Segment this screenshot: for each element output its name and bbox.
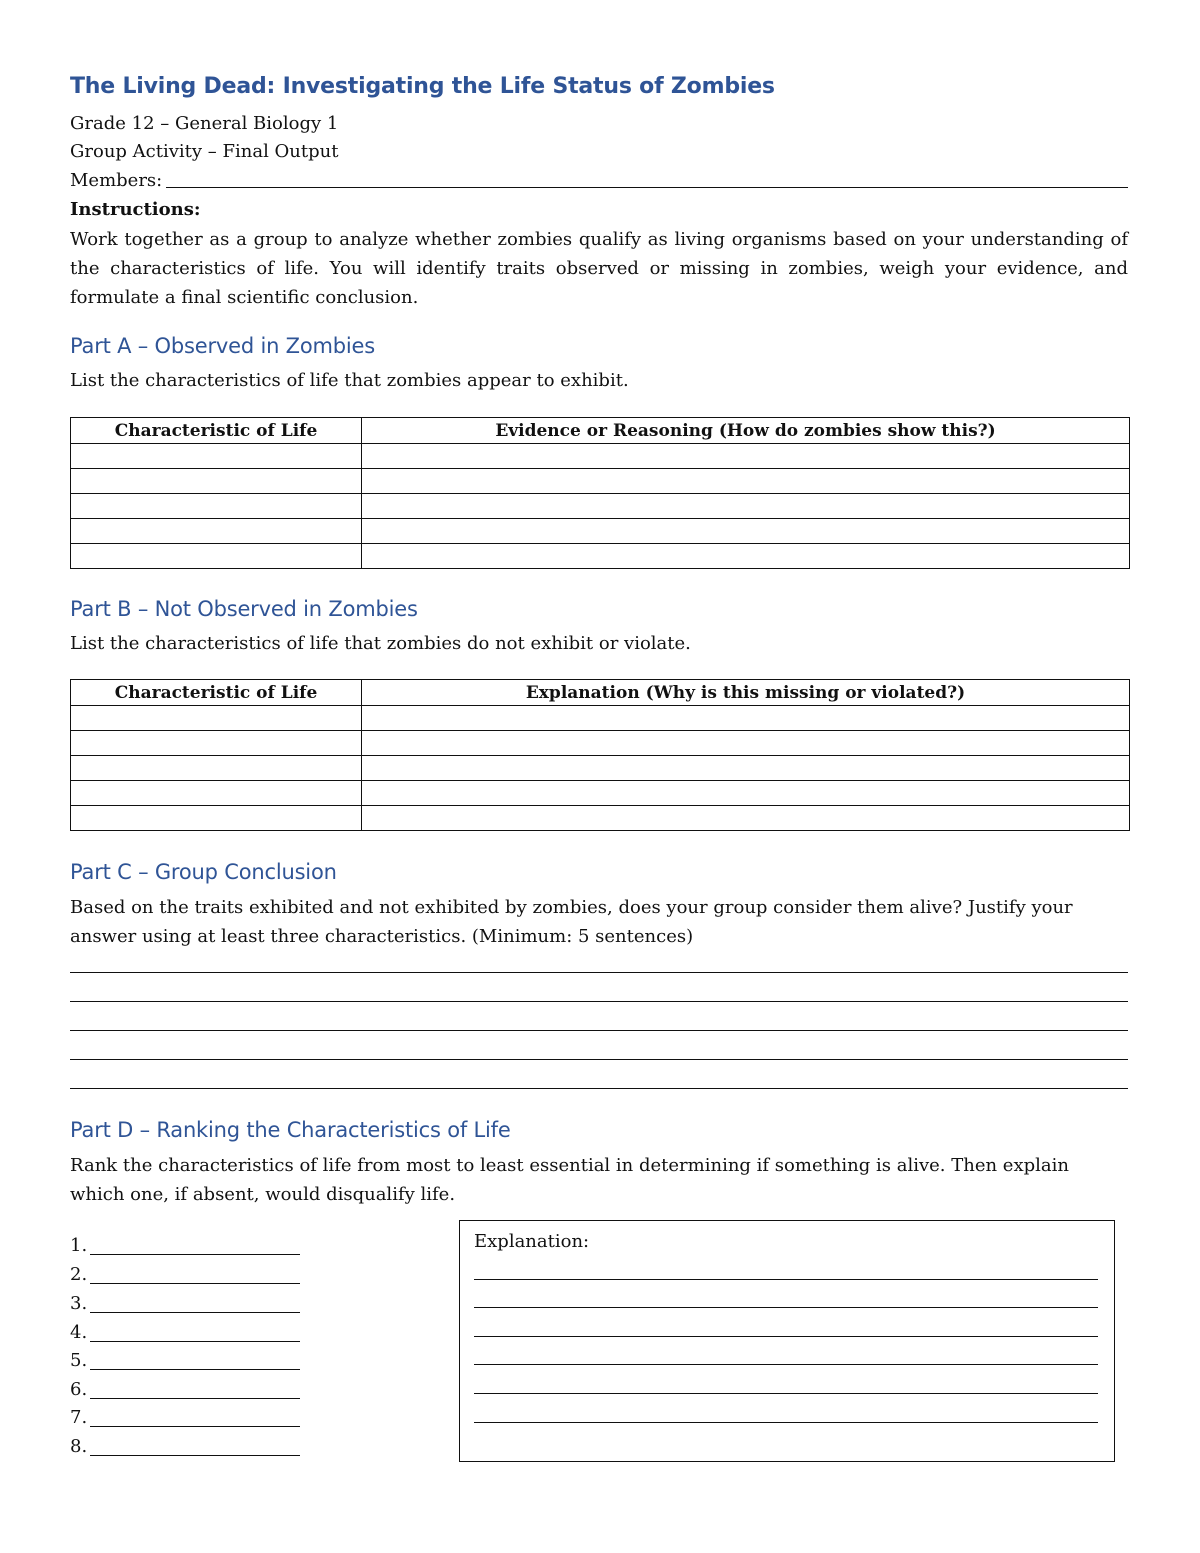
table-row [71, 756, 1130, 781]
rank-item [70, 1319, 302, 1347]
table-cell[interactable] [362, 444, 1130, 469]
rank-item [70, 1347, 302, 1375]
explanation-answer-line[interactable] [474, 1422, 1098, 1423]
table-cell[interactable] [71, 469, 362, 494]
rank-number: 2. [70, 1264, 88, 1285]
table-row [71, 544, 1130, 569]
conclusion-answer-line[interactable] [70, 1001, 1128, 1002]
members-label: Members: [70, 170, 163, 191]
part-a-prompt: List the characteristics of life that zombies appear to exhibit. [70, 370, 629, 391]
part-d-heading: Part D – Ranking the Characteristics of Life [70, 1118, 511, 1142]
rank-number: 6. [70, 1379, 88, 1400]
table-row [71, 519, 1130, 544]
activity-line: Group Activity – Final Output [70, 141, 339, 162]
rank-answer-line[interactable] [90, 1455, 300, 1456]
part-d-prompt: Rank the characteristics of life from most to least essential in determining if something is alive. Then explain which one, if absent, would disqualify life. [70, 1155, 1069, 1205]
table-cell[interactable] [71, 444, 362, 469]
part-a-heading: Part A – Observed in Zombies [70, 334, 375, 358]
rank-number: 8. [70, 1436, 88, 1457]
rank-item [70, 1232, 302, 1260]
table-cell[interactable] [71, 519, 362, 544]
table-cell[interactable] [71, 494, 362, 519]
rank-answer-line[interactable] [90, 1398, 300, 1399]
explanation-answer-line[interactable] [474, 1364, 1098, 1365]
rank-item [70, 1290, 302, 1318]
table-cell[interactable] [71, 731, 362, 756]
rank-item [70, 1376, 302, 1404]
part-b-heading: Part B – Not Observed in Zombies [70, 597, 418, 621]
table-row [71, 806, 1130, 831]
instructions-text: Work together as a group to analyze whether zombies qualify as living organisms based on your understanding of the characteristics of life. You will identify traits observed or missing in zombies, weigh your evidence, and formulate a final scientific conclusion. [70, 229, 1128, 308]
table-cell[interactable] [71, 756, 362, 781]
part-b-prompt: List the characteristics of life that zombies do not exhibit or violate. [70, 633, 691, 654]
table-cell[interactable] [362, 781, 1130, 806]
explanation-answer-line[interactable] [474, 1336, 1098, 1337]
table-cell[interactable] [71, 544, 362, 569]
rank-item [70, 1404, 302, 1432]
rank-answer-line[interactable] [90, 1312, 300, 1313]
explanation-box [459, 1220, 1115, 1462]
table-cell[interactable] [71, 781, 362, 806]
table-row [71, 469, 1130, 494]
part-b-table [70, 679, 1130, 831]
table-row [71, 781, 1130, 806]
explanation-label: Explanation: [474, 1231, 590, 1252]
conclusion-answer-line[interactable] [70, 1059, 1128, 1060]
rank-answer-line[interactable] [90, 1341, 300, 1342]
instructions-heading: Instructions: [70, 199, 201, 220]
column-header: Characteristic of Life [71, 680, 362, 706]
explanation-answer-line[interactable] [474, 1307, 1098, 1308]
column-header: Explanation (Why is this missing or violated?) [362, 680, 1130, 706]
rank-number: 5. [70, 1350, 88, 1371]
rank-number: 3. [70, 1293, 88, 1314]
part-a-table [70, 417, 1130, 569]
table-header-row [71, 680, 1130, 706]
table-cell[interactable] [71, 706, 362, 731]
table-row [71, 494, 1130, 519]
table-cell[interactable] [362, 469, 1130, 494]
rank-answer-line[interactable] [90, 1254, 300, 1255]
conclusion-answer-line[interactable] [70, 972, 1128, 973]
conclusion-answer-line[interactable] [70, 1030, 1128, 1031]
explanation-answer-line[interactable] [474, 1393, 1098, 1394]
table-row [71, 706, 1130, 731]
table-cell[interactable] [362, 544, 1130, 569]
table-cell[interactable] [362, 519, 1130, 544]
part-c-prompt: Based on the traits exhibited and not exhibited by zombies, does your group consider them alive? Justify your answer using at least three characteristics. (Minimum: 5 sentences) [70, 897, 1073, 947]
table-cell[interactable] [362, 494, 1130, 519]
table-row [71, 444, 1130, 469]
table-header-row [71, 418, 1130, 444]
table-cell[interactable] [362, 706, 1130, 731]
conclusion-answer-line[interactable] [70, 1088, 1128, 1089]
table-row [71, 731, 1130, 756]
table-cell[interactable] [362, 806, 1130, 831]
worksheet-title: The Living Dead: Investigating the Life Status of Zombies [70, 74, 775, 99]
table-cell[interactable] [71, 806, 362, 831]
part-c-heading: Part C – Group Conclusion [70, 860, 337, 884]
table-cell[interactable] [362, 756, 1130, 781]
rank-number: 4. [70, 1322, 88, 1343]
table-cell[interactable] [362, 731, 1130, 756]
rank-number: 1. [70, 1235, 88, 1256]
rank-answer-line[interactable] [90, 1283, 300, 1284]
grade-line: Grade 12 – General Biology 1 [70, 113, 339, 134]
members-input-line[interactable] [166, 187, 1128, 188]
explanation-answer-line[interactable] [474, 1279, 1098, 1280]
rank-answer-line[interactable] [90, 1369, 300, 1370]
rank-number: 7. [70, 1407, 88, 1428]
rank-answer-line[interactable] [90, 1426, 300, 1427]
rank-item [70, 1433, 302, 1461]
column-header: Evidence or Reasoning (How do zombies show this?) [362, 418, 1130, 444]
rank-item [70, 1261, 302, 1289]
column-header: Characteristic of Life [71, 418, 362, 444]
